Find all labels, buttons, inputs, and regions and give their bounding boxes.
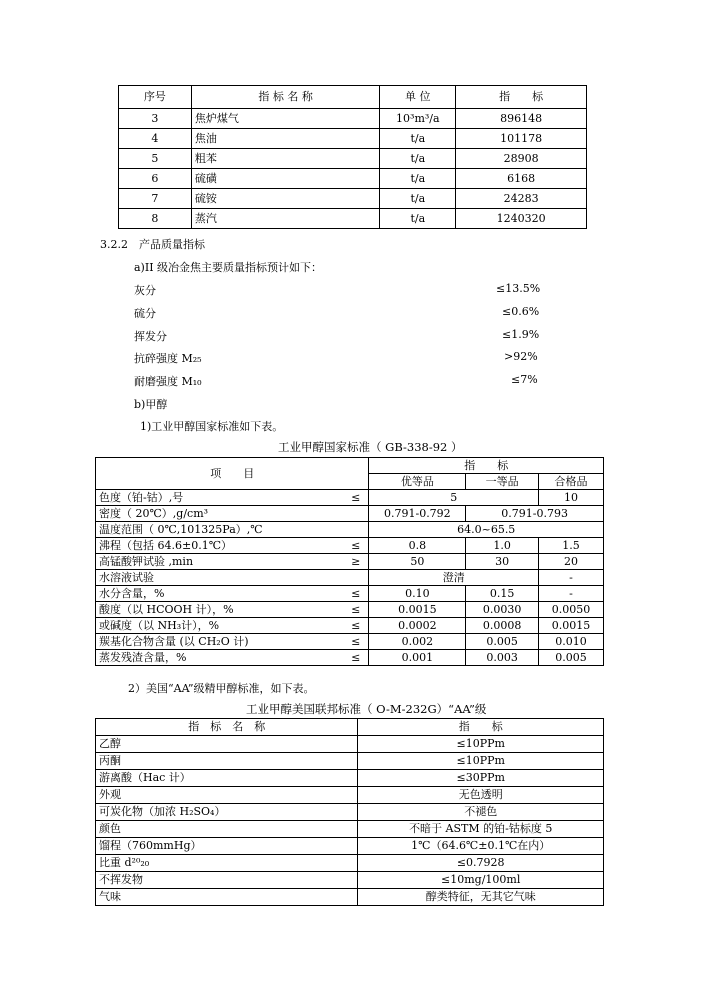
quality-value: >92% (504, 350, 538, 363)
cell: ≤ (343, 634, 369, 650)
table-row (119, 149, 587, 169)
header-grade: 合格品 (539, 474, 604, 490)
table2-title: 工业甲醇国家标准（ GB-338-92 ） (278, 440, 463, 454)
cell: 馏程（760mmHg） (96, 838, 358, 855)
cell: 6168 (456, 169, 587, 189)
cell: 蒸汽 (191, 209, 380, 229)
cell: 高锰酸钾试验 ,min (96, 554, 344, 570)
quality-value: ≤13.5% (496, 282, 541, 295)
cell: 可炭化物（加浓 H₂SO₄） (96, 804, 358, 821)
table-row (96, 618, 604, 634)
cell: 4 (119, 129, 192, 149)
cell: 外观 (96, 787, 358, 804)
cell: 硫磺 (191, 169, 380, 189)
cell: ≤10PPm (358, 736, 604, 753)
cell: 0.002 (369, 634, 466, 650)
cell: 焦油 (191, 129, 380, 149)
cell: ≤ (343, 586, 369, 602)
cell: 0.010 (539, 634, 604, 650)
col-header-name: 指 标 名 称 (96, 719, 358, 736)
cell: 醇类特征，无其它气味 (358, 889, 604, 906)
table-row (96, 602, 604, 618)
header-index: 指 标 (369, 458, 604, 474)
cell: 色度（铂-钴）,号 (96, 490, 344, 506)
table-row (96, 634, 604, 650)
cell: 1.0 (466, 538, 539, 554)
cell (343, 522, 369, 538)
cell: 8 (119, 209, 192, 229)
cell: ≤ (343, 490, 369, 506)
col-header-index: 指 标 (358, 719, 604, 736)
cell: ≥ (343, 554, 369, 570)
cell: 28908 (456, 149, 587, 169)
cell: 颜色 (96, 821, 358, 838)
cell: 0.0015 (539, 618, 604, 634)
cell: - (539, 586, 604, 602)
quality-value: ≤7% (511, 373, 538, 386)
cell: 0.005 (539, 650, 604, 666)
quality-name: 灰分 (134, 284, 156, 297)
cell: 无色透明 (358, 787, 604, 804)
cell: 1240320 (456, 209, 587, 229)
quality-value: ≤0.6% (502, 305, 540, 318)
cell: 焦炉煤气 (191, 109, 380, 129)
cell: ≤ (343, 618, 369, 634)
cell: 30 (466, 554, 539, 570)
sub-heading-b: b)甲醇 (134, 398, 168, 411)
cell: 5 (369, 490, 539, 506)
quality-name: 抗碎强度 M₂₅ (134, 352, 202, 365)
cell: 沸程（包括 64.6±0.1℃） (96, 538, 344, 554)
cell: 1℃（64.6℃±0.1℃在内） (358, 838, 604, 855)
header-grade: 优等品 (369, 474, 466, 490)
cell: ≤0.7928 (358, 855, 604, 872)
cell: 0.791-0.793 (466, 506, 604, 522)
cell: ≤30PPm (358, 770, 604, 787)
cell: 0.001 (369, 650, 466, 666)
cell: 0.005 (466, 634, 539, 650)
sub-heading-b1: 1)工业甲醇国家标准如下表。 (140, 420, 284, 433)
cell: ≤ (343, 538, 369, 554)
cell: 澄清 (369, 570, 539, 586)
table-row (96, 804, 604, 821)
table3-title: 工业甲醇美国联邦标准（ O-M-232G）“AA”级 (246, 702, 487, 716)
cell: 64.0~65.5 (369, 522, 604, 538)
table-row (96, 770, 604, 787)
table-row (96, 787, 604, 804)
table-row (96, 586, 604, 602)
cell: 乙醇 (96, 736, 358, 753)
cell: 0.8 (369, 538, 466, 554)
cell: t/a (380, 129, 456, 149)
cell: 0.0050 (539, 602, 604, 618)
cell: 丙酮 (96, 753, 358, 770)
table-row (119, 129, 587, 149)
cell: 密度（ 20℃）,g/cm³ (96, 506, 344, 522)
cell: t/a (380, 149, 456, 169)
table-row (119, 169, 587, 189)
col-header-name: 指 标 名 称 (191, 86, 380, 109)
cell: - (539, 570, 604, 586)
cell: 硫铵 (191, 189, 380, 209)
cell: t/a (380, 209, 456, 229)
sub-heading-b2: 2）美国“AA”级精甲醇标准，如下表。 (128, 682, 315, 695)
col-header-index: 指 标 (456, 86, 587, 109)
cell: 101178 (456, 129, 587, 149)
cell: 0.791-0.792 (369, 506, 466, 522)
quality-name: 硫分 (134, 307, 156, 320)
table-row (96, 736, 604, 753)
cell: 7 (119, 189, 192, 209)
cell: 0.10 (369, 586, 466, 602)
cell: 粗苯 (191, 149, 380, 169)
cell: 水溶液试验 (96, 570, 344, 586)
cell: ≤10mg/100ml (358, 872, 604, 889)
cell: 20 (539, 554, 604, 570)
cell: 0.0030 (466, 602, 539, 618)
cell: ≤10PPm (358, 753, 604, 770)
header-item: 项 目 (96, 458, 369, 490)
table-row (119, 109, 587, 129)
table-row (96, 889, 604, 906)
table-row (96, 538, 604, 554)
cell: 896148 (456, 109, 587, 129)
methanol-us-standard-table (95, 718, 604, 906)
production-table (118, 85, 587, 229)
table-row (96, 838, 604, 855)
cell: 24283 (456, 189, 587, 209)
cell: 6 (119, 169, 192, 189)
cell: 水分含量，% (96, 586, 344, 602)
header-grade: 一等品 (466, 474, 539, 490)
table-row (119, 189, 587, 209)
cell: 0.15 (466, 586, 539, 602)
table-row (96, 522, 604, 538)
cell: 不褪色 (358, 804, 604, 821)
table-row (96, 855, 604, 872)
table-row (96, 753, 604, 770)
cell: 3 (119, 109, 192, 129)
cell: 10 (539, 490, 604, 506)
table-row (96, 650, 604, 666)
cell: 温度范围（ 0℃,101325Pa）,℃ (96, 522, 344, 538)
table-row (96, 821, 604, 838)
methanol-national-standard-table (95, 457, 604, 666)
cell (343, 506, 369, 522)
table-row (96, 570, 604, 586)
cell: t/a (380, 189, 456, 209)
cell: 5 (119, 149, 192, 169)
table-row (119, 209, 587, 229)
cell: 50 (369, 554, 466, 570)
cell: 或碱度（以 NH₃计），% (96, 618, 344, 634)
cell: 酸度（以 HCOOH 计），% (96, 602, 344, 618)
section-heading: 3.2.2 产品质量指标 (100, 238, 205, 251)
table-row (96, 490, 604, 506)
table-row (96, 506, 604, 522)
cell: 0.003 (466, 650, 539, 666)
quality-name: 挥发分 (134, 330, 167, 343)
col-header-seq: 序号 (119, 86, 192, 109)
cell: t/a (380, 169, 456, 189)
cell: 10³m³/a (380, 109, 456, 129)
cell: 不挥发物 (96, 872, 358, 889)
cell: 蒸发残渣含量，% (96, 650, 344, 666)
cell (343, 570, 369, 586)
quality-name: 耐磨强度 M₁₀ (134, 375, 202, 388)
cell: 1.5 (539, 538, 604, 554)
cell: 不暗于 ASTM 的铂-钴标度 5 (358, 821, 604, 838)
cell: 羰基化合物含量 (以 CH₂O 计) (96, 634, 344, 650)
sub-heading-a: a)II 级冶金焦主要质量指标预计如下： (134, 261, 323, 274)
cell: 气味 (96, 889, 358, 906)
cell: 0.0015 (369, 602, 466, 618)
cell: ≤ (343, 602, 369, 618)
cell: 0.0008 (466, 618, 539, 634)
quality-value: ≤1.9% (502, 328, 540, 341)
cell: 比重 d²⁰₂₀ (96, 855, 358, 872)
cell: 0.0002 (369, 618, 466, 634)
col-header-unit: 单 位 (380, 86, 456, 109)
cell: 游离酸（Hac 计） (96, 770, 358, 787)
cell: ≤ (343, 650, 369, 666)
table-row (96, 554, 604, 570)
table-row (96, 872, 604, 889)
